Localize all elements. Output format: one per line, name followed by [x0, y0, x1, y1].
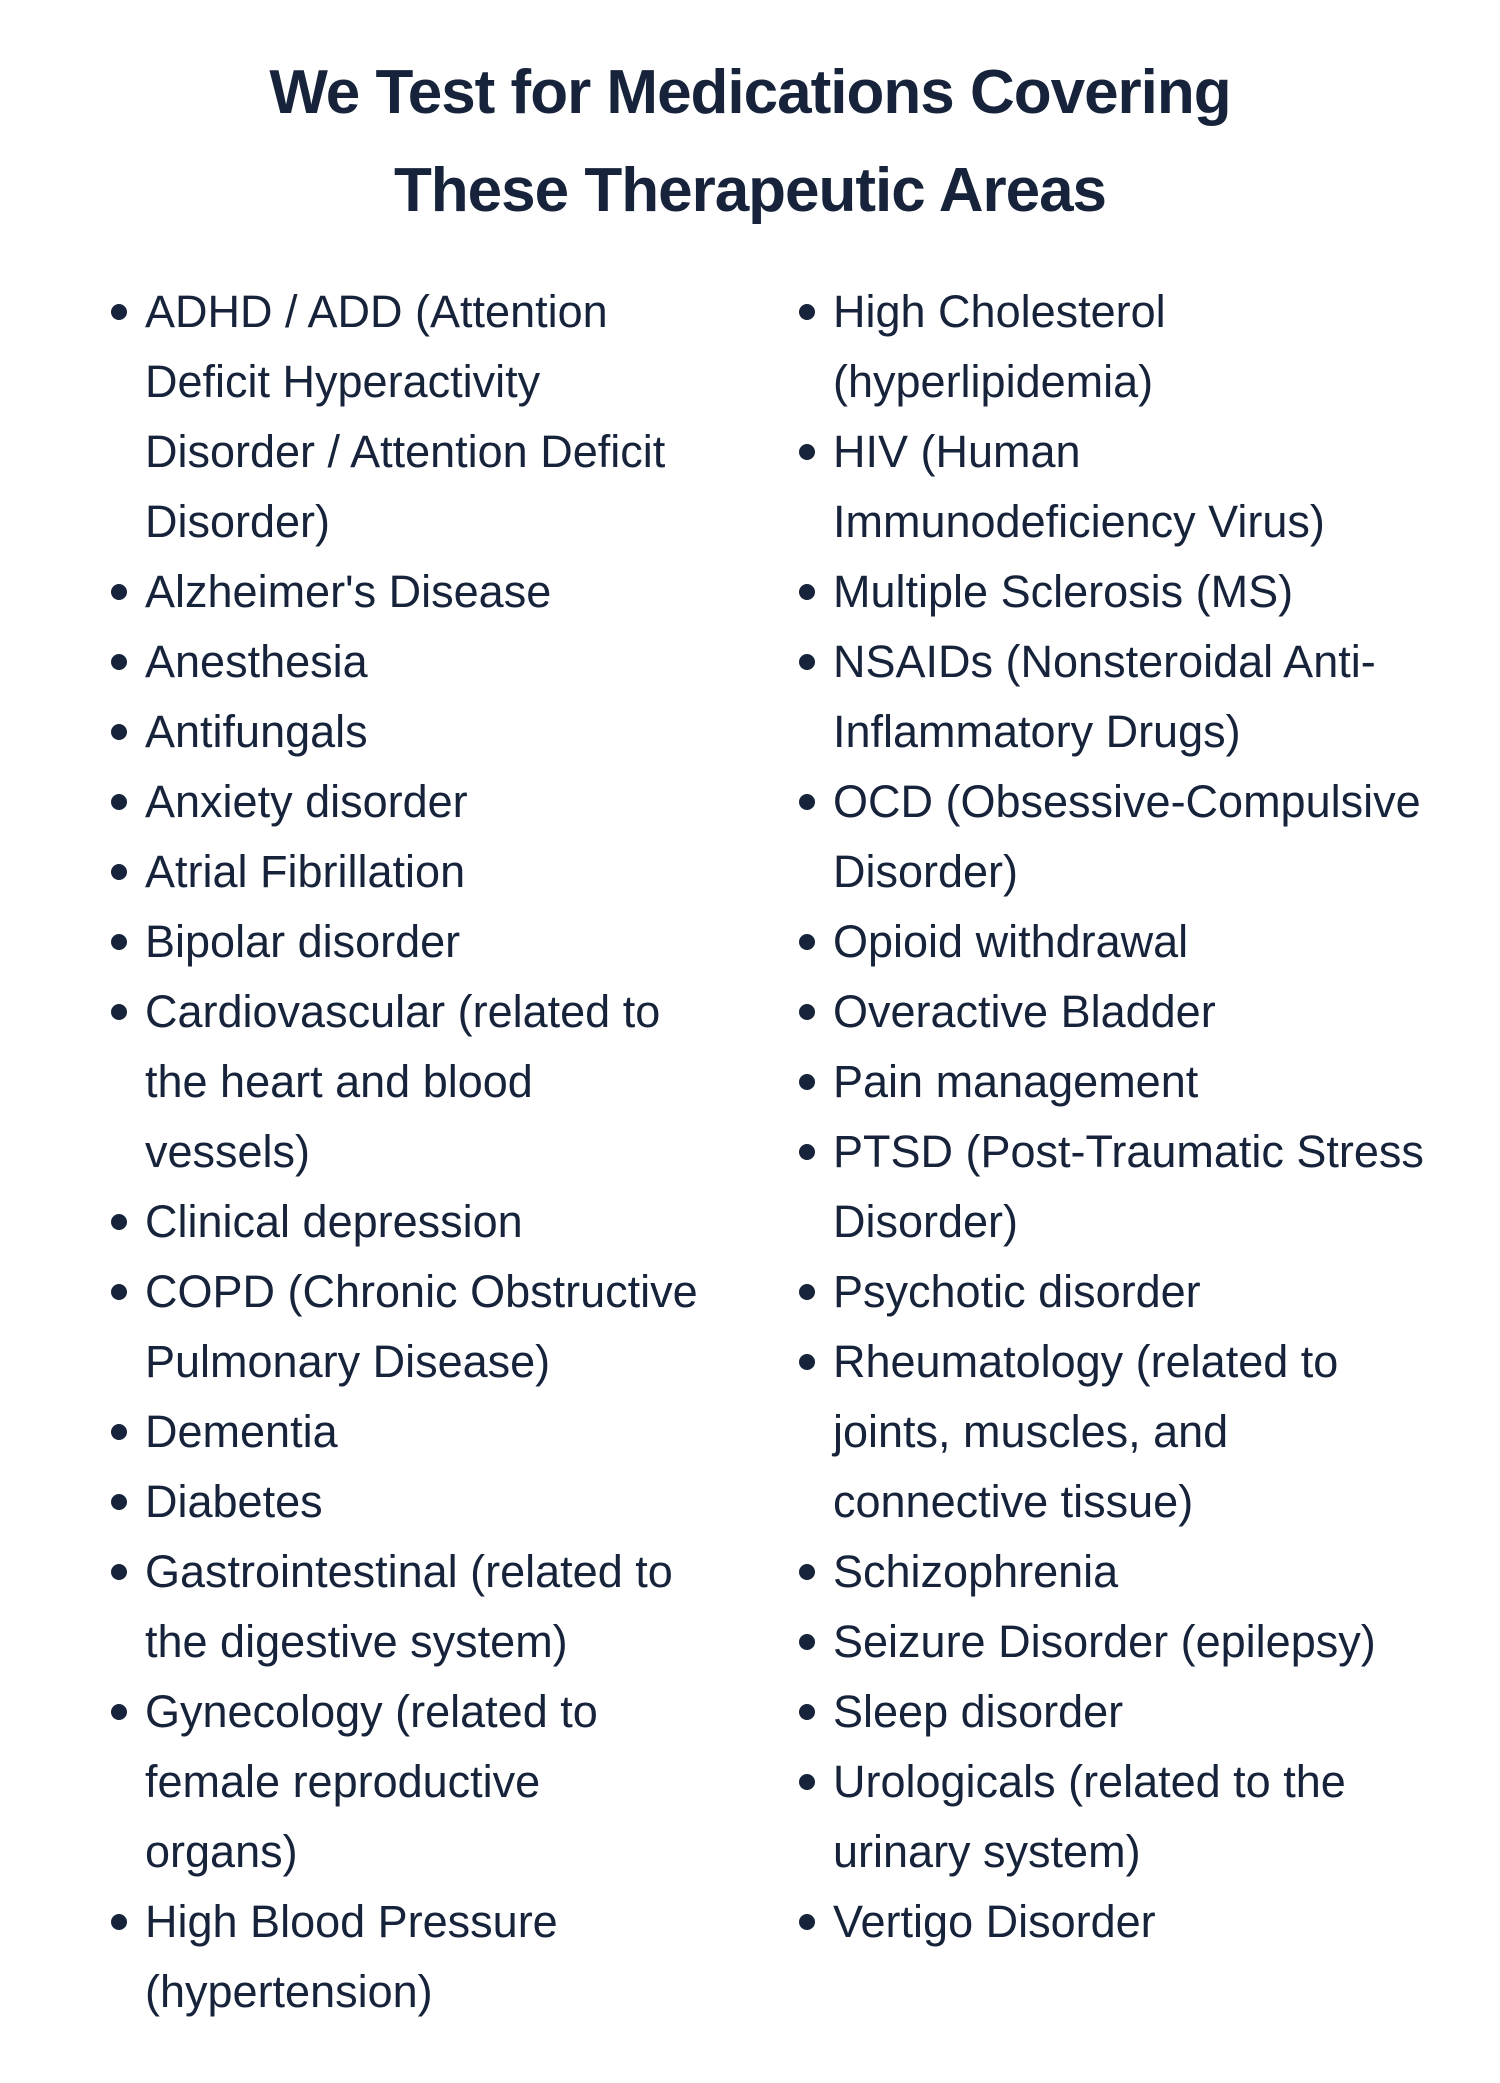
- bullet-icon: [111, 1004, 127, 1020]
- list-item-text: Dementia: [145, 1406, 338, 1457]
- bullet-icon: [111, 794, 127, 810]
- list-item: [97, 1187, 701, 1257]
- list-item-text: Gynecology (related to female reproductive organs): [145, 1686, 598, 1877]
- list-item: [97, 627, 701, 697]
- list-item: [97, 837, 701, 907]
- bullet-icon: [799, 1004, 815, 1020]
- bullet-icon: [799, 1704, 815, 1720]
- list-item-text: HIV (Human Immunodeficiency Virus): [833, 426, 1325, 547]
- list-item-text: Pain management: [833, 1056, 1199, 1107]
- bullet-icon: [799, 304, 815, 320]
- bullet-icon: [799, 1774, 815, 1790]
- list-item-text: ADHD / ADD (Attention Deficit Hyperactivity Disorder / Attention Deficit Disorder): [145, 286, 666, 547]
- list-item: [97, 1887, 701, 2027]
- bullet-icon: [799, 654, 815, 670]
- list-item: [97, 1467, 701, 1537]
- bullet-icon: [111, 1284, 127, 1300]
- bullet-icon: [111, 1704, 127, 1720]
- list-item: [97, 767, 701, 837]
- list-item-text: Atrial Fibrillation: [145, 846, 466, 897]
- list-item: [785, 1677, 1433, 1747]
- bullet-icon: [799, 794, 815, 810]
- list-item: [97, 907, 701, 977]
- bullet-icon: [111, 654, 127, 670]
- list-item-text: Psychotic disorder: [833, 1266, 1201, 1317]
- list-item-text: OCD (Obsessive-Compulsive Disorder): [833, 776, 1421, 897]
- list-item-text: High Cholesterol (hyperlipidemia): [833, 286, 1166, 407]
- list-item-text: Schizophrenia: [833, 1546, 1119, 1597]
- list-item-text: Clinical depression: [145, 1196, 523, 1247]
- list-item: [785, 1257, 1433, 1327]
- list-item-text: Sleep disorder: [833, 1686, 1124, 1737]
- column-left: [97, 277, 701, 2027]
- page: [0, 44, 1500, 2083]
- bullet-icon: [799, 1564, 815, 1580]
- list-item: [785, 1327, 1433, 1537]
- bullet-icon: [799, 1914, 815, 1930]
- list-item: [97, 557, 701, 627]
- list-item: [785, 417, 1433, 557]
- bullet-icon: [111, 584, 127, 600]
- list-item: [97, 977, 701, 1187]
- list-item-text: Overactive Bladder: [833, 986, 1216, 1037]
- bullet-icon: [799, 1144, 815, 1160]
- list-item: [97, 1677, 701, 1887]
- list-item: [785, 1887, 1433, 1957]
- list-item-text: Bipolar disorder: [145, 916, 461, 967]
- bullet-icon: [111, 1214, 127, 1230]
- bullet-icon: [799, 934, 815, 950]
- list-item-text: Anxiety disorder: [145, 776, 468, 827]
- list-item: [785, 1047, 1433, 1117]
- bullet-icon: [111, 1914, 127, 1930]
- list-item: [785, 1747, 1433, 1887]
- bullet-icon: [111, 304, 127, 320]
- list-item: [97, 1537, 701, 1677]
- list-item: [785, 977, 1433, 1047]
- list-item: [97, 1397, 701, 1467]
- title-line-1: We Test for Medications Covering: [269, 58, 1231, 127]
- list-item: [785, 277, 1433, 417]
- list-item: [97, 277, 701, 557]
- list-item-text: Antifungals: [145, 706, 368, 757]
- bullet-icon: [111, 1494, 127, 1510]
- list-item-text: Urologicals (related to the urinary system): [833, 1756, 1346, 1877]
- list-item: [785, 627, 1433, 767]
- list-item-text: Cardiovascular (related to the heart and blood vessels): [145, 986, 661, 1177]
- list-item: [785, 1117, 1433, 1257]
- list-item-text: Gastrointestinal (related to the digestive system): [145, 1546, 673, 1667]
- bullet-icon: [799, 1284, 815, 1300]
- page-title: [0, 44, 1500, 240]
- list-item-text: Vertigo Disorder: [833, 1896, 1156, 1947]
- list-item-text: NSAIDs (Nonsteroidal Anti-Inflammatory Drugs): [833, 636, 1376, 757]
- list-item-text: Diabetes: [145, 1476, 323, 1527]
- bullet-icon: [799, 1354, 815, 1370]
- list-item: [785, 1537, 1433, 1607]
- bullet-icon: [799, 444, 815, 460]
- list-item-text: Anesthesia: [145, 636, 368, 687]
- list-item-text: High Blood Pressure (hypertension): [145, 1896, 558, 2017]
- bullet-icon: [111, 1564, 127, 1580]
- list-item: [97, 697, 701, 767]
- bullet-icon: [799, 1074, 815, 1090]
- bullet-icon: [111, 934, 127, 950]
- bullet-icon: [111, 724, 127, 740]
- bullet-icon: [111, 1424, 127, 1440]
- bullet-icon: [799, 584, 815, 600]
- list-item: [785, 557, 1433, 627]
- list-item: [785, 907, 1433, 977]
- therapeutic-areas-list: [0, 277, 1500, 2027]
- list-item-text: PTSD (Post-Traumatic Stress Disorder): [833, 1126, 1424, 1247]
- bullet-icon: [111, 864, 127, 880]
- list-item-text: Multiple Sclerosis (MS): [833, 566, 1294, 617]
- list-item: [785, 1607, 1433, 1677]
- title-line-2: These Therapeutic Areas: [393, 156, 1107, 225]
- list-item-text: Opioid withdrawal: [833, 916, 1189, 967]
- bullet-icon: [799, 1634, 815, 1650]
- column-right: [785, 277, 1433, 2027]
- list-item-text: Rheumatology (related to joints, muscles, and connective tissue): [833, 1336, 1339, 1527]
- list-item-text: Alzheimer's Disease: [145, 566, 552, 617]
- list-item: [97, 1257, 701, 1397]
- list-item-text: Seizure Disorder (epilepsy): [833, 1616, 1376, 1667]
- list-item-text: COPD (Chronic Obstructive Pulmonary Disease): [145, 1266, 698, 1387]
- list-item: [785, 767, 1433, 907]
